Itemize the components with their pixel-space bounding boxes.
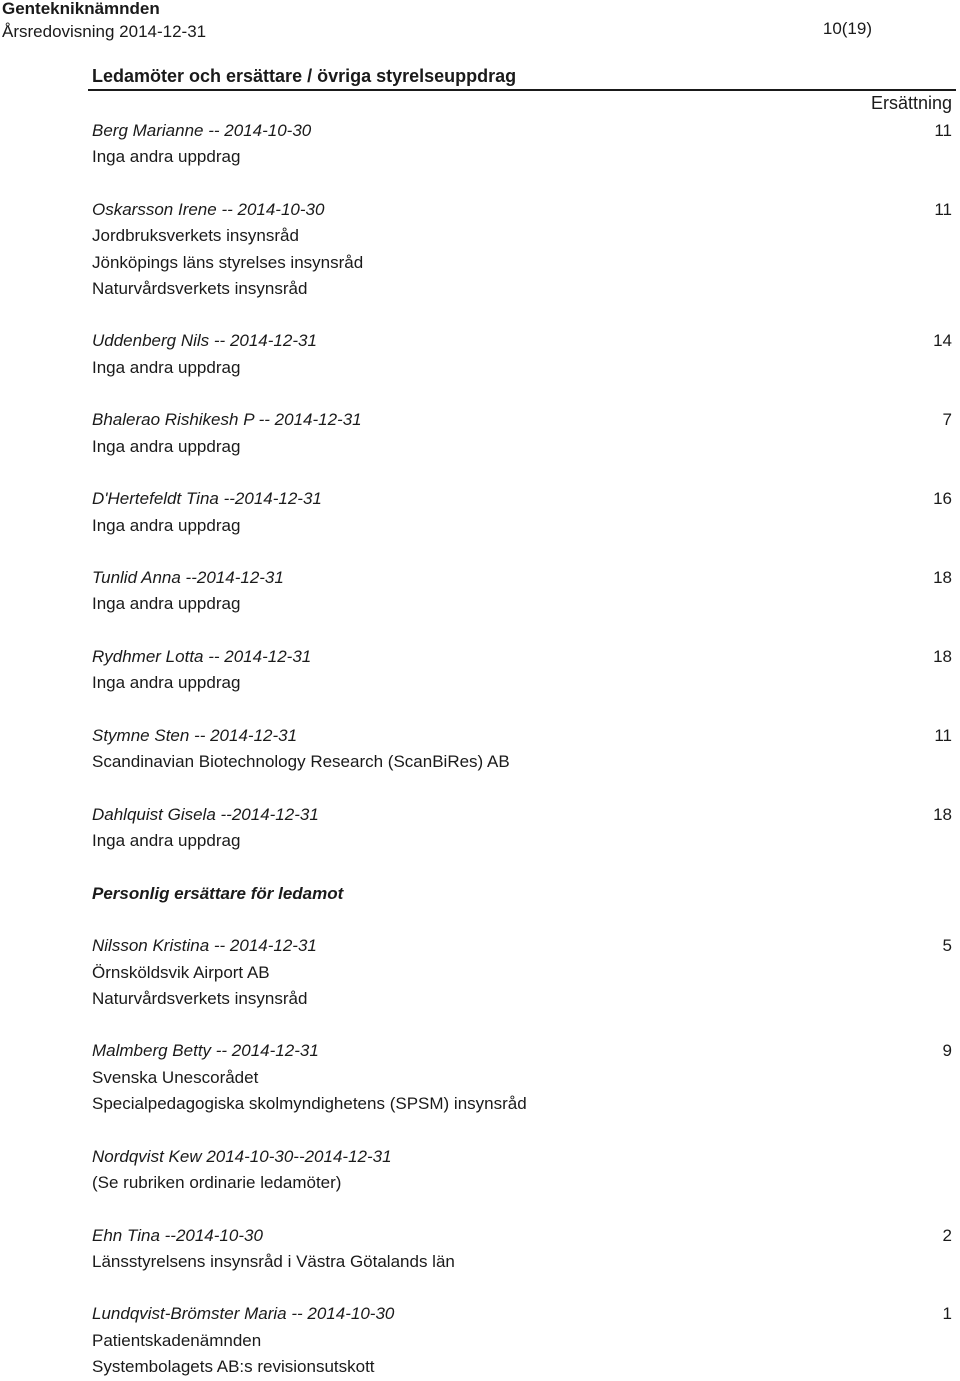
assignment-line bbox=[92, 358, 952, 382]
member-name bbox=[92, 489, 952, 513]
member-name-text: Tunlid Anna --2014-12-31 bbox=[92, 568, 284, 587]
assignment-line-text: Inga andra uppdrag bbox=[92, 358, 241, 377]
member-name-text: Nordqvist Kew 2014-10-30--2014-12-31 bbox=[92, 1147, 392, 1166]
compensation-amount: 11 bbox=[934, 121, 952, 140]
organization-name: Gentekniknämnden bbox=[2, 0, 160, 18]
member-name-text: Uddenberg Nils -- 2014-12-31 bbox=[92, 331, 317, 350]
assignment-line bbox=[92, 1331, 952, 1355]
member-name-text: Nilsson Kristina -- 2014-12-31 bbox=[92, 936, 317, 955]
assignment-line-text: Inga andra uppdrag bbox=[92, 831, 241, 850]
member-name-text: Lundqvist-Brömster Maria -- 2014-10-30 bbox=[92, 1304, 395, 1323]
assignment-line-text: Scandinavian Biotechnology Research (ScanBiRes) AB bbox=[92, 752, 510, 771]
assignment-line-text: Inga andra uppdrag bbox=[92, 147, 241, 166]
assignment-line bbox=[92, 989, 952, 1013]
subsection-heading-text: Personlig ersättare för ledamot bbox=[92, 884, 344, 903]
member-name-text: D'Hertefeldt Tina --2014-12-31 bbox=[92, 489, 322, 508]
assignment-line bbox=[92, 1252, 952, 1276]
compensation-amount: 5 bbox=[942, 936, 952, 955]
assignment-line bbox=[92, 1357, 952, 1381]
assignment-line-text: Jönköpings läns styrelses insynsråd bbox=[92, 253, 364, 272]
compensation-amount: 16 bbox=[933, 489, 952, 508]
assignment-line-text: Patientskadenämnden bbox=[92, 1331, 262, 1350]
assignment-line bbox=[92, 1068, 952, 1092]
compensation-amount: 14 bbox=[933, 331, 952, 350]
member-name bbox=[92, 1041, 952, 1065]
assignment-line-text: Örnsköldsvik Airport AB bbox=[92, 963, 270, 982]
assignment-line-text: Inga andra uppdrag bbox=[92, 437, 241, 456]
compensation-amount: 11 bbox=[934, 200, 952, 219]
assignment-line bbox=[92, 1173, 952, 1197]
assignment-line-text: Länsstyrelsens insynsråd i Västra Götalands län bbox=[92, 1252, 455, 1271]
member-name bbox=[92, 805, 952, 829]
section-heading: Ledamöter och ersättare / övriga styrelseuppdrag bbox=[92, 66, 517, 86]
assignment-line-text: (Se rubriken ordinarie ledamöter) bbox=[92, 1173, 342, 1192]
assignment-line-text: Jordbruksverkets insynsråd bbox=[92, 226, 299, 245]
compensation-amount: 1 bbox=[942, 1304, 952, 1323]
assignment-line bbox=[92, 147, 952, 171]
assignment-line-text: Systembolagets AB:s revisionsutskott bbox=[92, 1357, 375, 1376]
assignment-line bbox=[92, 437, 952, 461]
assignment-line-text: Naturvårdsverkets insynsråd bbox=[92, 989, 308, 1008]
member-name-text: Oskarsson Irene -- 2014-10-30 bbox=[92, 200, 325, 219]
member-name-text: Dahlquist Gisela --2014-12-31 bbox=[92, 805, 319, 824]
member-name bbox=[92, 1304, 952, 1328]
assignment-line-text: Inga andra uppdrag bbox=[92, 594, 241, 613]
member-name-text: Stymne Sten -- 2014-12-31 bbox=[92, 726, 298, 745]
member-name-text: Rydhmer Lotta -- 2014-12-31 bbox=[92, 647, 312, 666]
member-name bbox=[92, 200, 952, 224]
compensation-amount: 18 bbox=[933, 805, 952, 824]
compensation-amount: 2 bbox=[942, 1226, 952, 1245]
compensation-amount: 9 bbox=[942, 1041, 952, 1060]
compensation-amount: 11 bbox=[934, 726, 952, 745]
member-name-text: Berg Marianne -- 2014-10-30 bbox=[92, 121, 312, 140]
member-name-text: Bhalerao Rishikesh P -- 2014-12-31 bbox=[92, 410, 362, 429]
assignment-line bbox=[92, 253, 952, 277]
compensation-amount: 18 bbox=[933, 647, 952, 666]
assignment-line bbox=[92, 831, 952, 855]
compensation-amount: 18 bbox=[933, 568, 952, 587]
assignment-line-text: Specialpedagogiska skolmyndighetens (SPSM) insynsråd bbox=[92, 1094, 527, 1113]
member-name bbox=[92, 1147, 952, 1171]
assignment-line-text: Svenska Unescorådet bbox=[92, 1068, 259, 1087]
assignment-line-text: Naturvårdsverkets insynsråd bbox=[92, 279, 308, 298]
assignment-line bbox=[92, 673, 952, 697]
assignment-line bbox=[92, 516, 952, 540]
assignment-line bbox=[92, 594, 952, 618]
heading-divider bbox=[88, 89, 956, 91]
member-name bbox=[92, 410, 952, 434]
subsection-heading bbox=[92, 884, 952, 908]
member-name bbox=[92, 331, 952, 355]
member-name bbox=[92, 121, 952, 145]
member-name bbox=[92, 936, 952, 960]
compensation-column-header: Ersättning bbox=[870, 93, 952, 113]
assignment-line bbox=[92, 963, 952, 987]
member-name bbox=[92, 1226, 952, 1250]
member-name bbox=[92, 568, 952, 592]
member-name-text: Ehn Tina --2014-10-30 bbox=[92, 1226, 263, 1245]
member-name bbox=[92, 647, 952, 671]
assignment-line-text: Inga andra uppdrag bbox=[92, 516, 241, 535]
assignment-line bbox=[92, 226, 952, 250]
assignment-line bbox=[92, 279, 952, 303]
assignment-line bbox=[92, 752, 952, 776]
assignment-line-text: Inga andra uppdrag bbox=[92, 673, 241, 692]
assignment-line bbox=[92, 1094, 952, 1118]
member-name-text: Malmberg Betty -- 2014-12-31 bbox=[92, 1041, 319, 1060]
member-name bbox=[92, 726, 952, 750]
compensation-amount: 7 bbox=[942, 410, 952, 429]
page-number: 10(19) bbox=[822, 19, 872, 38]
document-subtitle: Årsredovisning 2014-12-31 bbox=[2, 22, 207, 41]
